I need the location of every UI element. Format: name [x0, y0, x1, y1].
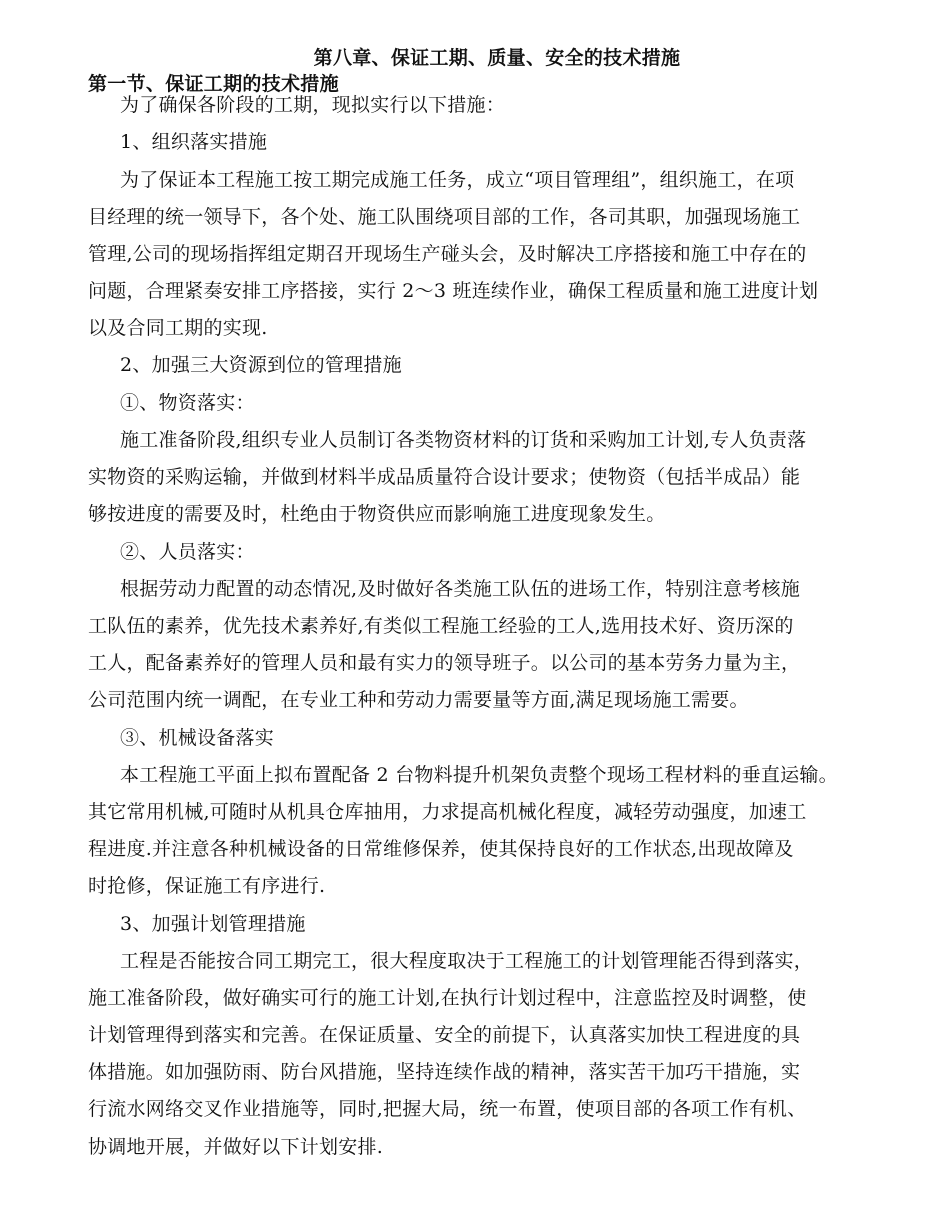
- paragraph-line: 问题，合理紧奏安排工序搭接，实行 2～3 班连续作业，确保工程质量和施工进度计划: [88, 280, 819, 302]
- paragraph-line: 体措施。如加强防雨、防台风措施，坚持连续作战的精神，落实苦干加巧干措施，实: [88, 1061, 801, 1083]
- paragraph-line: 够按进度的需要及时，杜绝由于物资供应而影响施工进度现象发生。: [88, 503, 666, 525]
- paragraph-line: 计划管理得到落实和完善。在保证质量、安全的前提下，认真落实加快工程进度的具: [88, 1024, 801, 1046]
- paragraph-line: 协调地开展，并做好以下计划安排.: [88, 1136, 384, 1158]
- paragraph-line: 行流水网络交叉作业措施等，同时,把握大局，统一布置，使项目部的各项工作有机、: [88, 1098, 807, 1120]
- paragraph-line: 其它常用机械,可随时从机具仓库抽用，力求提高机械化程度，减轻劳动强度，加速工: [88, 801, 807, 823]
- paragraph-line: 实物资的采购运输，并做到材料半成品质量符合设计要求；使物资（包括半成品）能: [88, 466, 801, 488]
- item-heading-materials: ①、物资落实：: [120, 392, 255, 414]
- paragraph-line: 工队伍的素养，优先技术素养好,有类似工程施工经验的工人,选用技术好、资历深的: [88, 615, 794, 637]
- item-heading-personnel: ②、人员落实：: [120, 541, 255, 563]
- subsection-heading-planning: 3、加强计划管理措施: [120, 913, 306, 935]
- chapter-title: 第八章、保证工期、质量、安全的技术措施: [313, 47, 681, 69]
- paragraph-line: 管理,公司的现场指挥组定期召开现场生产碰头会，及时解决工序搭接和施工中存在的: [88, 243, 807, 265]
- paragraph-line: 程进度.并注意各种机械设备的日常维修保养，使其保持良好的工作状态,出现故障及: [88, 838, 794, 860]
- paragraph-line: 目经理的统一领导下，各个处、施工队围绕项目部的工作，各司其职，加强现场施工: [88, 206, 801, 228]
- paragraph-line: 施工准备阶段,组织专业人员制订各类物资材料的订货和采购加工计划,专人负责落: [120, 429, 807, 451]
- paragraph-line: 以及合同工期的实现.: [88, 317, 268, 339]
- intro-paragraph: 为了确保各阶段的工期，现拟实行以下措施：: [120, 94, 506, 116]
- paragraph-line: 工人，配备素养好的管理人员和最有实力的领导班子。以公司的基本劳务力量为主，: [88, 652, 801, 674]
- item-heading-machinery: ③、机械设备落实: [120, 727, 275, 749]
- paragraph-line: 本工程施工平面上拟布置配备 2 台物料提升机架负责整个现场工程材料的垂直运输。: [120, 764, 838, 786]
- paragraph-line: 公司范围内统一调配，在专业工种和劳动力需要量等方面,满足现场施工需要。: [88, 689, 749, 711]
- subsection-heading-organization: 1、组织落实措施: [120, 131, 268, 153]
- paragraph-line: 为了保证本工程施工按工期完成施工任务，成立“项目管理组”，组织施工，在项: [120, 169, 795, 191]
- subsection-heading-resources: 2、加强三大资源到位的管理措施: [120, 354, 402, 376]
- section-title: 第一节、保证工期的技术措施: [88, 73, 339, 95]
- paragraph-line: 时抢修，保证施工有序进行.: [88, 875, 326, 897]
- paragraph-line: 根据劳动力配置的动态情况,及时做好各类施工队伍的进场工作，特别注意考核施: [120, 578, 801, 600]
- paragraph-line: 施工准备阶段，做好确实可行的施工计划,在执行计划过程中，注意监控及时调整，使: [88, 987, 807, 1009]
- paragraph-line: 工程是否能按合同工期完工，很大程度取决于工程施工的计划管理能否得到落实，: [120, 950, 814, 972]
